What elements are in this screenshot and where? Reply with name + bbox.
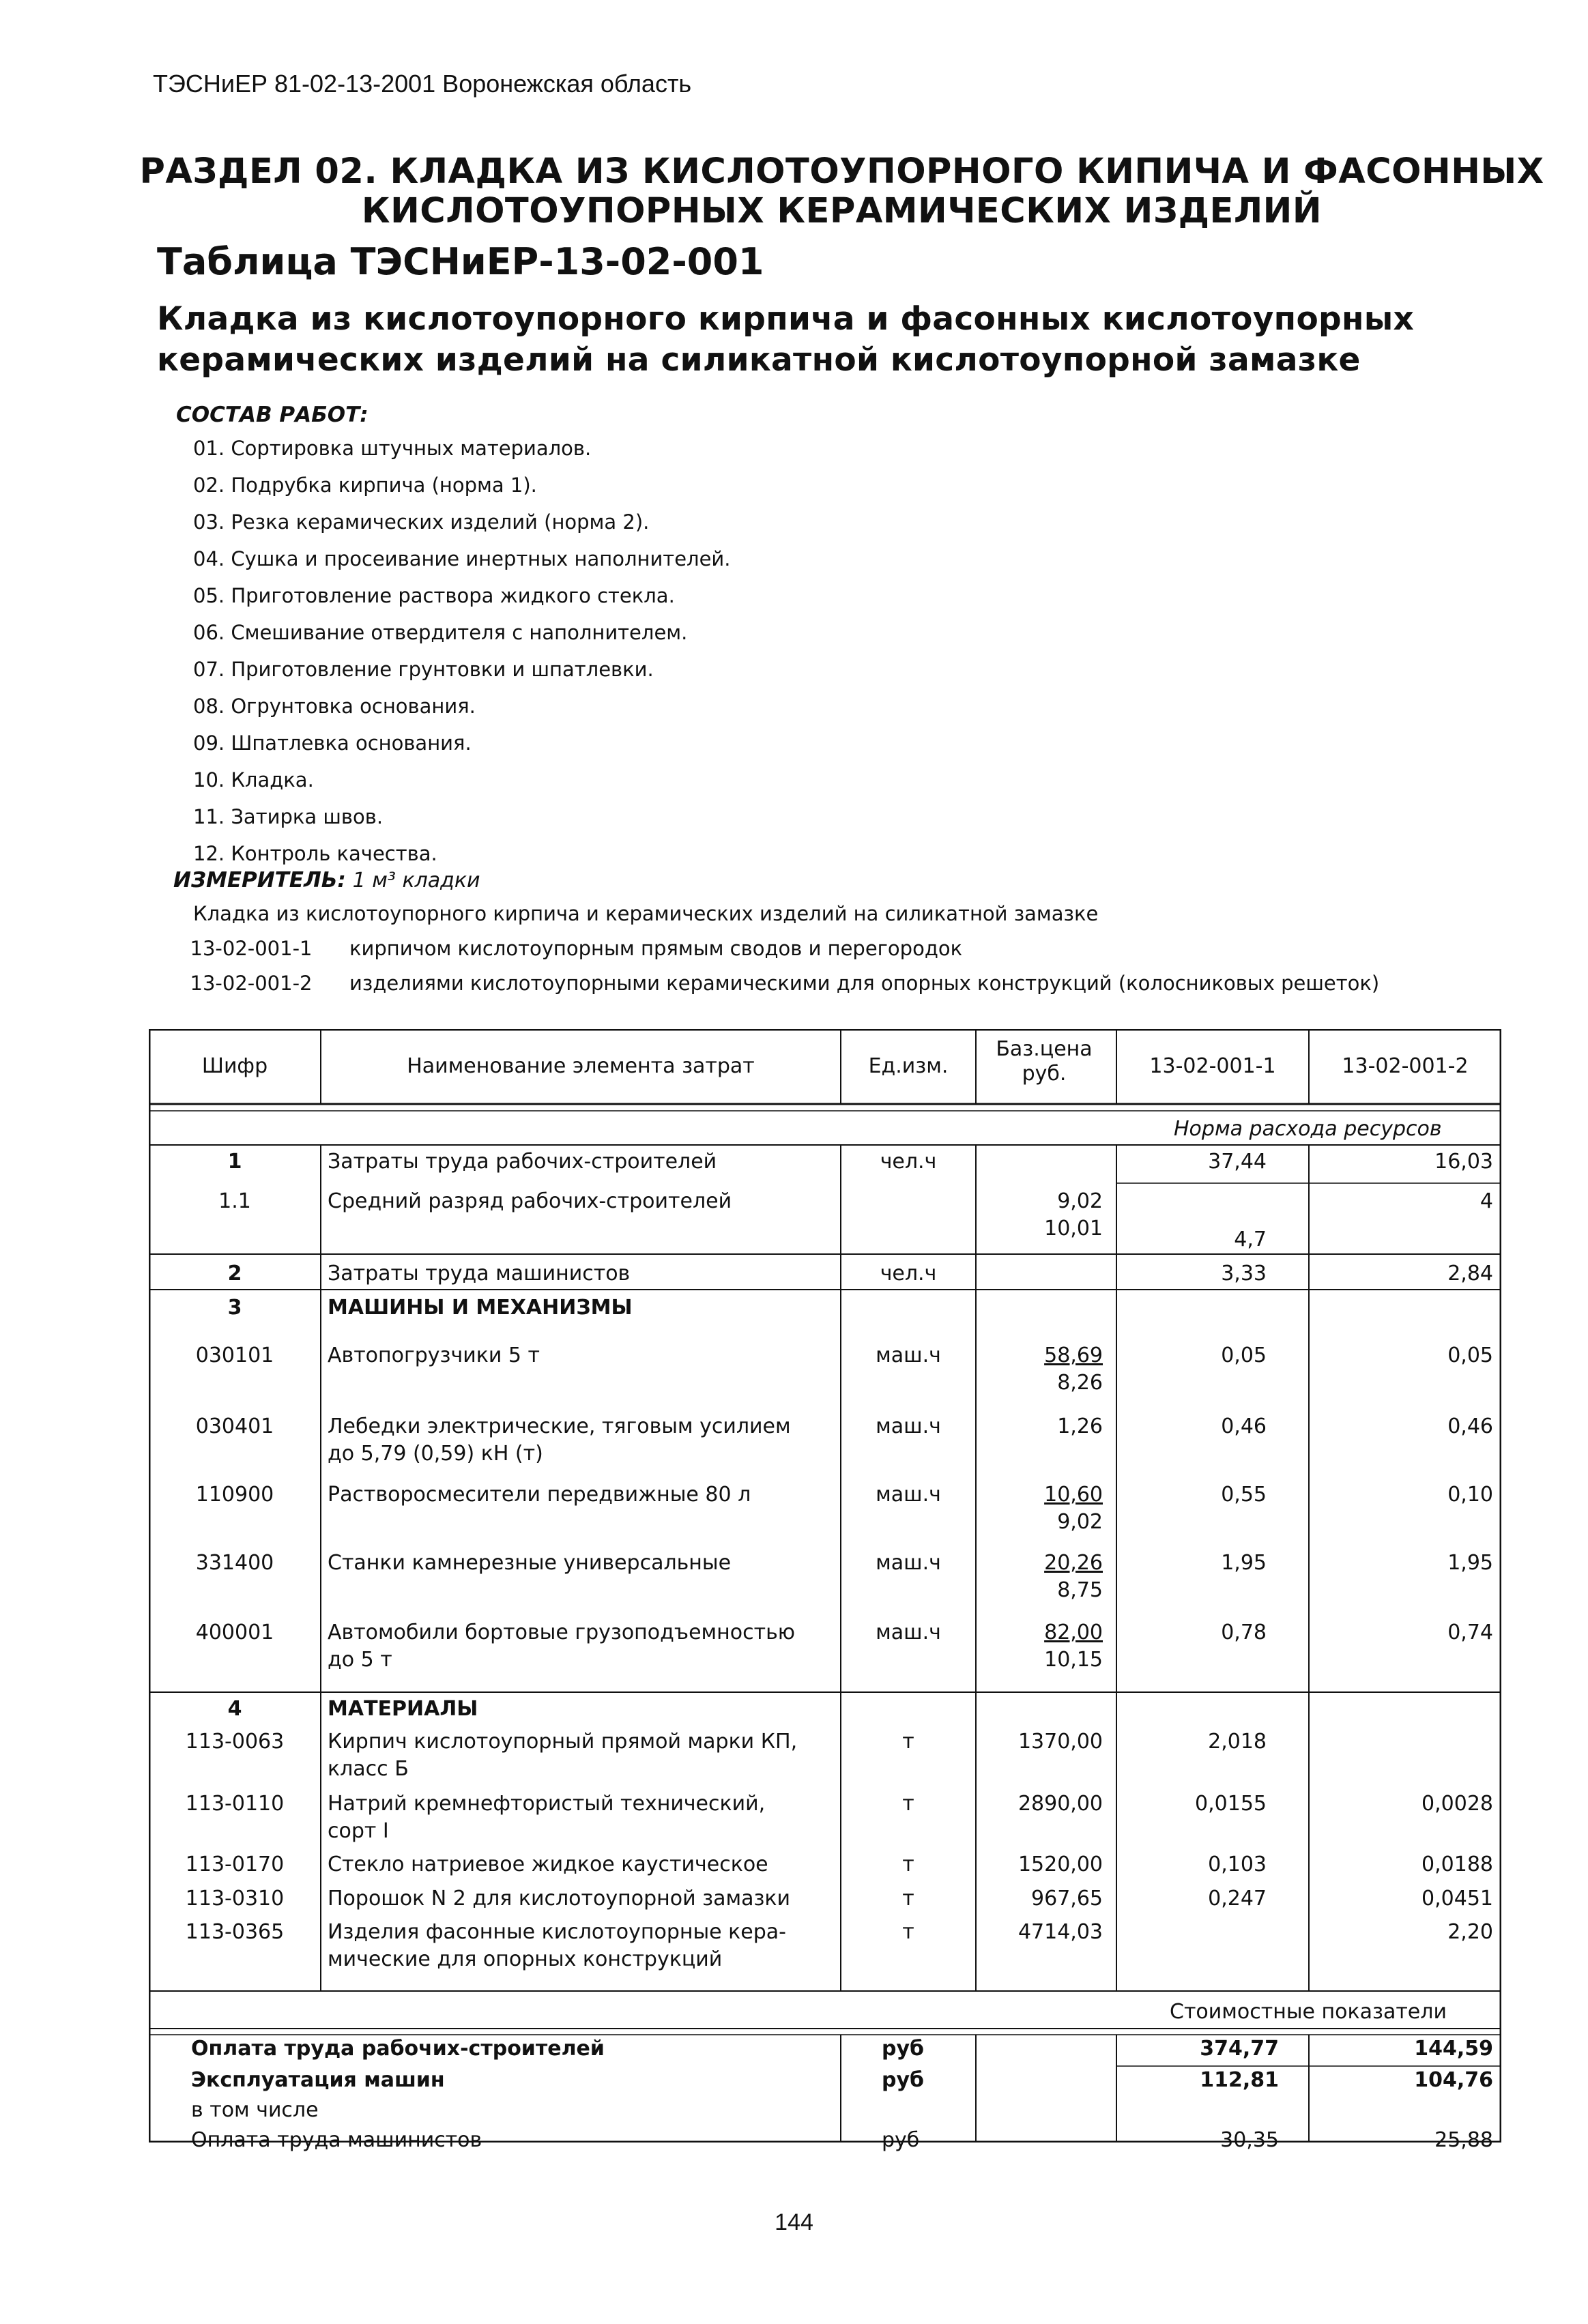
row-unit: т <box>902 1730 914 1754</box>
row-unit: т <box>902 1887 914 1911</box>
row-price-sub: 10,01 <box>1044 1217 1103 1240</box>
table-title: Таблица ТЭСНиЕР-13-02-001 <box>157 240 764 283</box>
variant-row <box>153 972 1379 995</box>
row-variant-2: 0,0028 <box>1421 1792 1493 1816</box>
row-code: 331400 <box>195 1551 274 1575</box>
row-code: 2 <box>227 1262 242 1286</box>
cost-name: Оплата труда рабочих-строителей <box>191 2037 605 2061</box>
row-name-cont: до 5 т <box>328 1648 392 1672</box>
row-variant-2: 0,74 <box>1447 1621 1493 1644</box>
row-price-sub: 8,26 <box>1057 1371 1103 1395</box>
row-name-cont: мические для опорных конструкций <box>328 1947 723 1971</box>
cost-variant-1: 374,77 <box>1200 2037 1279 2061</box>
cost-name: Эксплуатация машин <box>191 2068 445 2092</box>
work-step: 09. Шпатлевка основания. <box>193 731 472 755</box>
cost-unit: руб <box>882 2128 920 2152</box>
row-unit: маш.ч <box>876 1551 941 1575</box>
row-code: 3 <box>227 1296 242 1320</box>
row-code: 113-0110 <box>185 1792 285 1816</box>
subtitle-line-1: Кладка из кислотоупорного кирпича и фасонных кислотоупорных <box>157 300 1415 338</box>
work-step: 12. Контроль качества. <box>193 842 437 865</box>
work-step: 03. Резка керамических изделий (норма 2). <box>193 510 650 534</box>
row-name: Лебедки электрические, тяговым усилием <box>328 1414 791 1438</box>
row-name: Станки камнерезные универсальные <box>328 1551 732 1575</box>
work-step: 10. Кладка. <box>193 768 314 791</box>
row-name: Кирпич кислотоупорный прямой марки КП, <box>328 1730 798 1754</box>
row-unit: т <box>902 1853 914 1876</box>
row-variant-1: 2,018 <box>1208 1730 1267 1754</box>
row-variant-2: 1,95 <box>1447 1551 1493 1575</box>
row-variant-1: 0,103 <box>1208 1853 1267 1876</box>
variant-code: 13-02-001-2 <box>190 972 313 995</box>
composition-heading: СОСТАВ РАБОТ: <box>176 403 369 427</box>
row-price: 1370,00 <box>1017 1730 1103 1754</box>
row-code: 110900 <box>195 1483 274 1507</box>
row-unit: чел.ч <box>880 1262 937 1286</box>
cost-variant-2: 104,76 <box>1414 2068 1493 2092</box>
cost-name: Оплата труда машинистов <box>191 2128 482 2152</box>
work-steps-list <box>193 430 730 872</box>
row-code: 030101 <box>195 1343 274 1367</box>
row-code: 1 <box>227 1150 242 1174</box>
row-variant-2: 4 <box>1479 1189 1493 1213</box>
row-name: Автопогрузчики 5 т <box>328 1343 540 1367</box>
row-price: 82,00 <box>1044 1621 1103 1644</box>
row-name: МАТЕРИАЛЫ <box>328 1697 478 1721</box>
row-variant-1: 4,7 <box>1234 1228 1267 1251</box>
work-step: 06. Смешивание отвердителя с наполнителем. <box>193 621 688 644</box>
row-variant-2: 0,46 <box>1447 1414 1493 1438</box>
measure-label: ИЗМЕРИТЕЛЬ: <box>173 868 346 892</box>
row-variant-2: 0,05 <box>1447 1343 1493 1367</box>
row-price: 1520,00 <box>1017 1853 1103 1876</box>
row-price: 10,60 <box>1044 1483 1103 1507</box>
work-step: 01. Сортировка штучных материалов. <box>193 437 592 460</box>
work-step: 04. Сушка и просеивание инертных наполнителей. <box>193 547 731 570</box>
row-price: 1,26 <box>1057 1414 1103 1438</box>
cost-name: в том числе <box>191 2098 319 2122</box>
row-name: Затраты труда машинистов <box>328 1262 631 1286</box>
work-step: 05. Приготовление раствора жидкого стекла. <box>193 584 675 607</box>
row-unit: т <box>902 1792 914 1816</box>
row-name: Растворосмесители передвижные 80 л <box>328 1483 751 1507</box>
cost-variant-1: 112,81 <box>1200 2068 1279 2092</box>
row-variant-1: 0,78 <box>1221 1621 1267 1644</box>
row-price: 4714,03 <box>1017 1920 1103 1944</box>
col-header-variant-2: 13-02-001-2 <box>1342 1054 1469 1078</box>
variant-row <box>153 937 962 960</box>
row-variant-1: 0,46 <box>1221 1414 1267 1438</box>
row-name: Затраты труда рабочих-строителей <box>328 1150 717 1174</box>
work-step: 11. Затирка швов. <box>193 805 384 828</box>
row-unit: маш.ч <box>876 1621 941 1644</box>
col-header-unit: Ед.изм. <box>868 1054 949 1078</box>
row-code: 4 <box>227 1697 242 1721</box>
col-header-name: Наименование элемента затрат <box>407 1054 755 1078</box>
subtitle-line-2: керамических изделий на силикатной кислотоупорной замазке <box>157 341 1361 379</box>
cost-unit: руб <box>882 2037 924 2061</box>
cost-unit: руб <box>882 2068 924 2092</box>
resource-table <box>149 1029 1501 2152</box>
row-name: Натрий кремнефтористый технический, <box>328 1792 766 1816</box>
row-name: Средний разряд рабочих-строителей <box>328 1189 732 1213</box>
cost-variant-2: 25,88 <box>1434 2128 1493 2152</box>
variants-description: Кладка из кислотоупорного кирпича и керамических изделий на силикатной замазке <box>193 902 1099 925</box>
row-name-cont: сорт I <box>328 1819 389 1843</box>
row-unit: маш.ч <box>876 1343 941 1367</box>
variant-text: изделиями кислотоупорными керамическими для опорных конструкций (колосниковых решеток) <box>349 972 1380 995</box>
row-price: 2890,00 <box>1017 1792 1103 1816</box>
row-price-sub: 10,15 <box>1044 1648 1103 1672</box>
row-price: 20,26 <box>1044 1551 1103 1575</box>
row-price: 58,69 <box>1044 1343 1103 1367</box>
cost-header: Стоимостные показатели <box>1170 2000 1447 2024</box>
variant-text: кирпичом кислотоупорным прямым сводов и перегородок <box>349 937 963 960</box>
running-header: ТЭСНиЕР 81-02-13-2001 Воронежская область <box>153 70 692 98</box>
row-variant-2: 2,84 <box>1447 1262 1493 1286</box>
row-variant-2: 0,0451 <box>1421 1887 1493 1911</box>
row-code: 113-0310 <box>185 1887 285 1911</box>
norm-header: Норма расхода ресурсов <box>1174 1117 1442 1141</box>
row-unit: маш.ч <box>876 1414 941 1438</box>
row-code: 113-0063 <box>185 1730 285 1754</box>
col-header-code: Шифр <box>201 1054 268 1078</box>
variant-code: 13-02-001-1 <box>190 937 313 960</box>
row-variant-1: 3,33 <box>1221 1262 1267 1286</box>
row-variant-2: 0,0188 <box>1421 1853 1493 1876</box>
row-code: 030401 <box>195 1414 274 1438</box>
row-name: Стекло натриевое жидкое каустическое <box>328 1853 768 1876</box>
row-price-sub: 8,75 <box>1057 1578 1103 1602</box>
row-price-sub: 9,02 <box>1057 1510 1103 1534</box>
row-price: 9,02 <box>1057 1189 1103 1213</box>
row-unit: т <box>902 1920 914 1944</box>
measure-value: 1 м³ кладки <box>352 869 480 892</box>
page-number: 144 <box>775 2209 813 2235</box>
row-price: 967,65 <box>1031 1887 1103 1911</box>
row-variant-1: 37,44 <box>1208 1150 1267 1174</box>
row-name: Изделия фасонные кислотоупорные кера- <box>328 1920 786 1944</box>
row-variant-2: 16,03 <box>1434 1150 1493 1174</box>
work-step: 02. Подрубка кирпича (норма 1). <box>193 474 537 497</box>
section-title-line-1: РАЗДЕЛ 02. КЛАДКА ИЗ КИСЛОТОУПОРНОГО КИПИЧА И ФАСОННЫХ <box>139 151 1544 192</box>
row-code: 113-0365 <box>185 1920 285 1944</box>
col-header-price: Баз.цена руб. <box>996 1037 1093 1086</box>
measure-line <box>173 868 480 892</box>
row-code: 113-0170 <box>185 1853 285 1876</box>
row-variant-1: 1,95 <box>1221 1551 1267 1575</box>
row-code: 1.1 <box>218 1189 251 1213</box>
row-variant-2: 0,10 <box>1447 1483 1493 1507</box>
row-name-cont: класс Б <box>328 1757 409 1781</box>
row-name: Порошок N 2 для кислотоупорной замазки <box>328 1887 791 1911</box>
section-title-line-2: КИСЛОТОУПОРНЫХ КЕРАМИЧЕСКИХ ИЗДЕЛИЙ <box>361 191 1323 231</box>
cost-variant-2: 144,59 <box>1414 2037 1493 2061</box>
row-name-cont: до 5,79 (0,59) кН (т) <box>328 1442 543 1466</box>
row-variant-1: 0,0155 <box>1195 1792 1267 1816</box>
row-unit: маш.ч <box>876 1483 941 1507</box>
cost-variant-1: 30,35 <box>1220 2128 1279 2152</box>
row-name: МАШИНЫ И МЕХАНИЗМЫ <box>328 1296 633 1320</box>
work-step: 08. Огрунтовка основания. <box>193 695 476 718</box>
row-name: Автомобили бортовые грузоподъемностью <box>328 1621 796 1644</box>
row-variant-1: 0,247 <box>1208 1887 1267 1911</box>
col-header-variant-1: 13-02-001-1 <box>1149 1054 1276 1078</box>
row-code: 400001 <box>195 1621 274 1644</box>
row-variant-1: 0,05 <box>1221 1343 1267 1367</box>
row-unit: чел.ч <box>880 1150 937 1174</box>
row-variant-1: 0,55 <box>1221 1483 1267 1507</box>
row-variant-2: 2,20 <box>1447 1920 1493 1944</box>
work-step: 07. Приготовление грунтовки и шпатлевки. <box>193 658 654 681</box>
